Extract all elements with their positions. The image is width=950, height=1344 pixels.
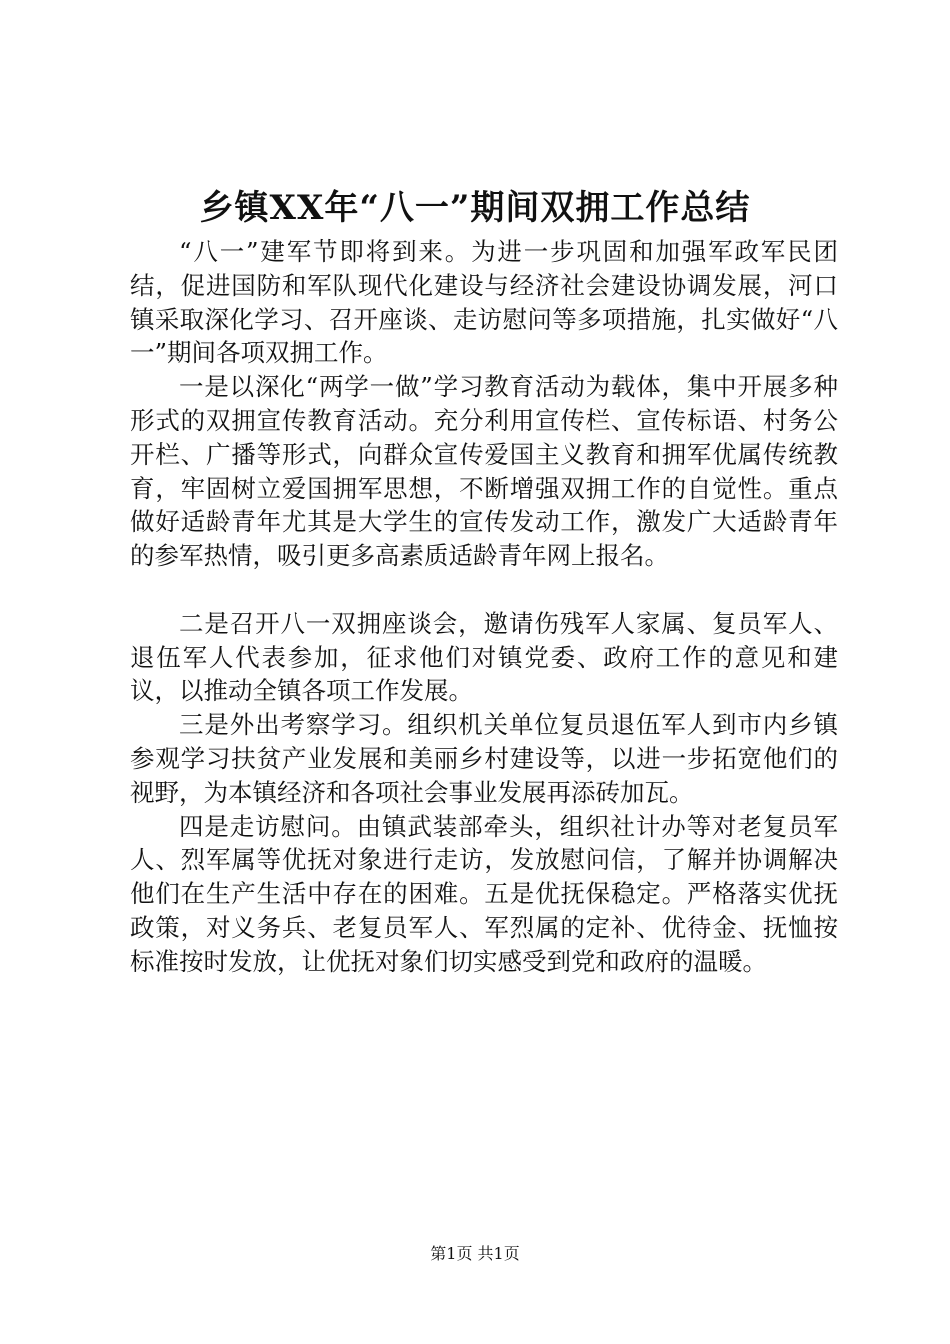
document-body: [130, 235, 838, 979]
paragraph-three: 三是外出考察学习。组织机关单位复员退伍军人到市内乡镇参观学习扶贫产业发展和美丽乡村建设等，以进一步拓宽他们的视野，为本镇经济和各项社会事业发展再添砖加瓦。: [130, 710, 838, 807]
document-title: 乡镇XX年“八一”期间双拥工作总结: [199, 188, 751, 228]
page-footer: 第1页 共1页: [430, 1244, 520, 1263]
paragraph-two: 二是召开八一双拥座谈会，邀请伤残军人家属、复员军人、退伍军人代表参加，征求他们对镇党委、政府工作的意见和建议，以推动全镇各项工作发展。: [130, 608, 838, 706]
paragraph-intro: “八一”建军节即将到来。为进一步巩固和加强军政军民团结，促进国防和军队现代化建设与经济社会建设协调发展，河口镇采取深化学习、召开座谈、走访慰问等多项措施，扎实做好“八一”期间各项双拥工作。: [130, 237, 838, 368]
paragraph-four: 四是走访慰问。由镇武装部牵头，组织社计办等对老复员军人、烈军属等优抚对象进行走访，发放慰问信，了解并协调解决他们在生产生活中存在的困难。五是优抚保稳定。严格落实优抚政策，对义务兵、老复员军人、军烈属的定补、优待金、抚恤按标准按时发放，让优抚对象们切实感受到党和政府的温暖。: [130, 811, 838, 976]
paragraph-one: 一是以深化“两学一做”学习教育活动为载体，集中开展多种形式的双拥宣传教育活动。充分利用宣传栏、宣传标语、村务公开栏、广播等形式，向群众宣传爱国主义教育和拥军优属传统教育，牢固树立爱国拥军思想，不断增强双拥工作的自觉性。重点做好适龄青年尤其是大学生的宣传发动工作，激发广大适龄青年的参军热情，吸引更多高素质适龄青年网上报名。: [130, 372, 838, 571]
